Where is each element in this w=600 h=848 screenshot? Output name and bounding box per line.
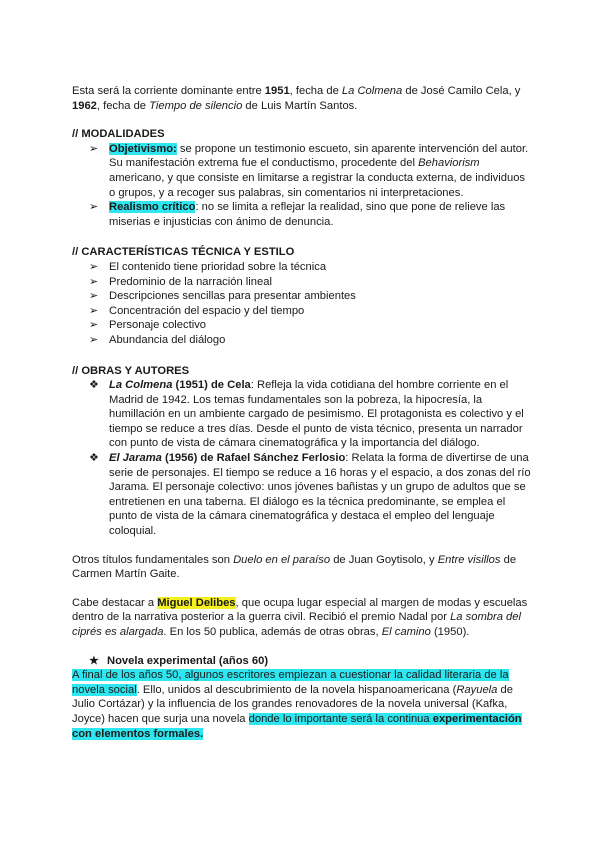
intro-text: de José Camilo Cela, y	[402, 85, 521, 97]
work-title: El Jarama	[109, 452, 162, 465]
list-item	[72, 451, 532, 539]
section-heading-modalidades: // MODALIDADES	[72, 128, 165, 141]
item-text: Predominio de la narración lineal	[109, 275, 272, 288]
section-heading-caracteristicas: // CARACTERÍSTICAS TÉCNICA Y ESTILO	[72, 246, 295, 259]
intro-paragraph	[72, 84, 532, 113]
work-title: La Colmena	[109, 379, 173, 392]
paragraph-text: de Juan Goytisolo, y	[330, 553, 438, 566]
book-title: Duelo en el paraíso	[233, 553, 331, 566]
book-title: Entre visillos	[437, 553, 501, 566]
item-text: se propone un testimonio escueto, sin aparente intervención del autor. Su manifestación extrema fue el conductismo, procedente del	[109, 142, 529, 170]
paragraph-text: Cabe destacar a	[72, 596, 158, 609]
paragraph-text: (1950).	[430, 626, 470, 638]
highlighted-text: A final de los años 50, algunos escritores empiezan a cuestionar la calidad literaria de la novela social	[72, 669, 509, 696]
diamond-bullet-icon: ❖	[89, 452, 100, 465]
star-bullet-icon: ★	[89, 654, 100, 667]
spacer	[72, 539, 532, 553]
list-item	[72, 260, 532, 275]
item-text: Concentración del espacio y del tiempo	[109, 304, 305, 317]
intro-text: de Luis Martín Santos.	[242, 99, 358, 112]
year-1951: 1951	[264, 85, 290, 97]
item-text: El contenido tiene prioridad sobre la técnica	[109, 260, 327, 273]
author-name: Miguel Delibes	[157, 596, 236, 609]
book-title: El camino	[381, 626, 431, 638]
list-item	[72, 304, 532, 319]
delibes-paragraph	[72, 596, 532, 640]
paragraph-text: Otros títulos fundamentales son	[72, 553, 234, 566]
paragraph-text: de Carmen Martín Gaite.	[72, 553, 517, 581]
intro-text: , fecha de	[96, 99, 150, 112]
list-item	[72, 200, 532, 229]
item-text: Abundancia del diálogo	[109, 333, 226, 346]
list-item	[72, 378, 532, 451]
section-heading-obras: // OBRAS Y AUTORES	[72, 364, 190, 377]
item-emphasis: Behaviorism	[418, 157, 480, 170]
year-1962: 1962	[72, 99, 97, 112]
book-title: Tiempo de silencio	[149, 99, 243, 112]
section-heading-experimental	[72, 654, 532, 669]
list-item	[72, 289, 532, 304]
term-realismo-critico: Realismo crítico	[109, 201, 196, 214]
arrow-bullet-icon: ➢	[89, 260, 99, 273]
arrow-bullet-icon: ➢	[89, 290, 99, 303]
experimental-paragraph	[72, 668, 532, 741]
intro-text: , fecha de	[289, 85, 342, 97]
heading-text: Novela experimental (años 60)	[107, 654, 269, 667]
list-item	[72, 333, 532, 348]
item-text: Personaje colectivo	[109, 319, 207, 332]
book-title: Rayuela	[456, 683, 498, 696]
book-title: La sombra del ciprés es alargada	[72, 611, 521, 638]
arrow-bullet-icon: ➢	[89, 333, 99, 346]
arrow-bullet-icon: ➢	[89, 201, 99, 214]
item-text: americano, y que consiste en limitarse a registrar la conducta externa, de individuos o grupos, y a recoger sus palabras, sin comentarios ni interpretaciones.	[109, 171, 526, 199]
arrow-bullet-icon: ➢	[89, 275, 99, 288]
paragraph-text: , que ocupa lugar especial al margen de modas y escuelas dentro de la narrativa posterior a la guerra civil. Recibió el premio Nadal por	[72, 596, 528, 624]
document-page	[72, 84, 532, 741]
list-item	[72, 275, 532, 290]
highlighted-text: donde lo importante será la continua	[248, 712, 433, 725]
list-item	[72, 318, 532, 333]
arrow-bullet-icon: ➢	[89, 319, 99, 332]
term-objetivismo: Objetivismo:	[109, 142, 177, 155]
work-meta: (1956) de Rafael Sánchez Ferlosio	[161, 452, 346, 465]
paragraph-text: . Ello, unidos al descubrimiento de la novela hispanoamericana (	[136, 683, 457, 696]
item-text: : Relata la forma de divertirse de una serie de personajes. El tiempo se reduce a 16 horas y el espacio, a dos zonas del río Jarama. El personaje colectivo: unos jóvenes bañistas y un grupo de adultos que se entretienen en una taberna. El diálogo es la técnica predominante, se emplea el punto de vista de la cámara cinematográfica y destaca el empleo del lenguaje coloquial.	[109, 452, 531, 538]
highlighted-text: experimentación con elementos formales.	[72, 712, 522, 740]
arrow-bullet-icon: ➢	[89, 304, 99, 317]
spacer	[72, 229, 532, 243]
item-text: Descripciones sencillas para presentar ambientes	[109, 290, 356, 303]
paragraph-text: de Julio Cortázar) y la influencia de los grandes renovadores de la novela universal (Kafka, Joyce) hacen que surja una novela	[72, 683, 513, 725]
intro-text: Esta será la corriente dominante entre	[72, 85, 265, 97]
diamond-bullet-icon: ❖	[89, 379, 100, 392]
spacer	[72, 348, 532, 362]
item-text: : Refleja la vida cotidiana del hombre corriente en el Madrid de 1942. Los temas fundamentales son la pobreza, la hipocresía, la humillación en un ambiente cargado de pesimismo. El protagonista es colectivo y el tiempo se reduce a tres días. Desde el punto de vista técnico, presenta un narrador con punto de vista de cámara cinematográfica y la importancia del diálogo.	[109, 379, 524, 450]
book-title: La Colmena	[341, 85, 403, 97]
otros-paragraph	[72, 553, 532, 582]
item-text: : no se limita a reflejar la realidad, sino que pone de relieve las miserias e injusticias con ánimo de denuncia.	[109, 201, 506, 228]
paragraph-text: . En los 50 publica, además de otras obras,	[163, 626, 382, 638]
work-meta: (1951) de Cela	[172, 379, 251, 392]
list-item	[72, 142, 532, 200]
arrow-bullet-icon: ➢	[89, 142, 99, 155]
